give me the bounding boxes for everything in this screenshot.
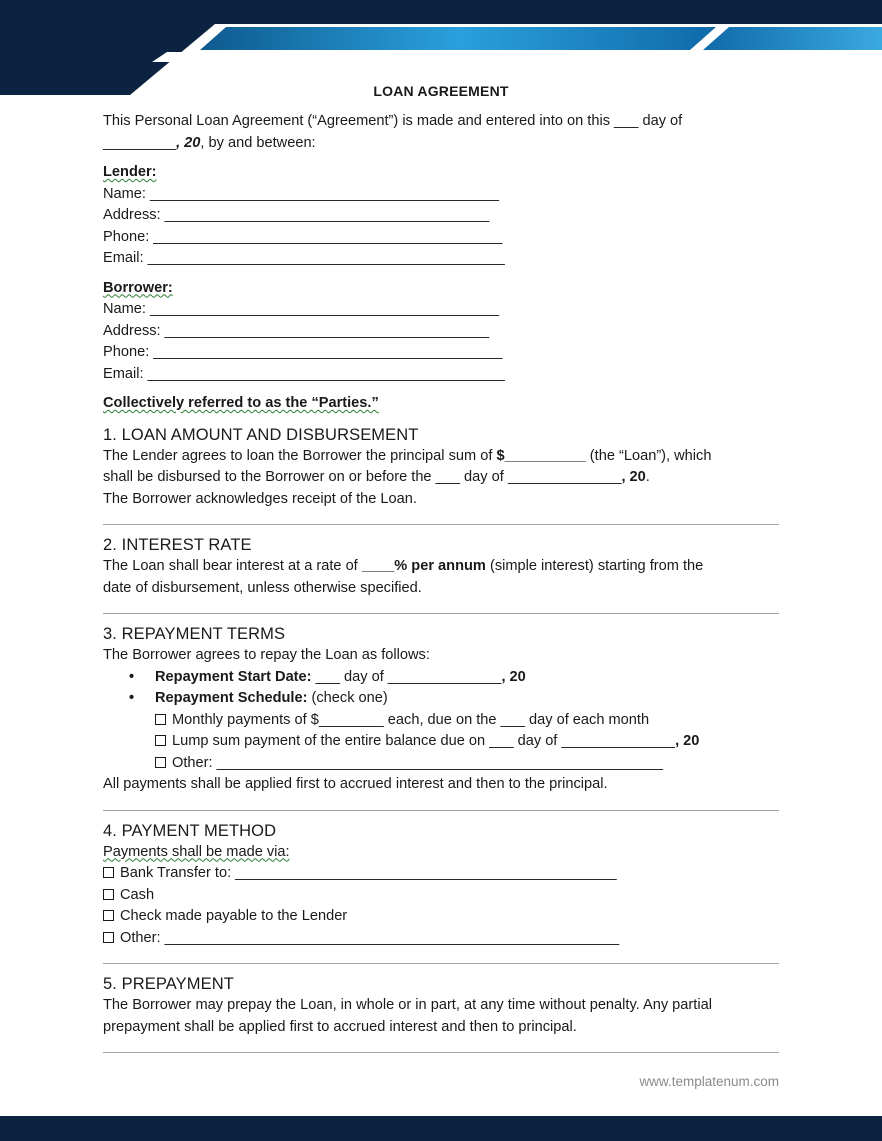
lender-block <box>103 162 779 270</box>
start-date-label: Repayment Start Date: <box>155 668 312 685</box>
checkbox-icon[interactable] <box>103 889 114 900</box>
option-label: Other: _______________________________________________________ <box>172 754 664 771</box>
document-body <box>103 111 779 1062</box>
borrower-address-field[interactable]: Address: ________________________________________ <box>103 322 490 339</box>
bullet-icon: • <box>129 668 135 685</box>
website-footer-link[interactable]: www.templatenum.com <box>639 1074 779 1089</box>
option-year: , 20 <box>675 733 700 749</box>
loan-amount-blank[interactable]: $__________ <box>496 447 586 464</box>
option-label: Check made payable to the Lender <box>120 908 348 924</box>
checkbox-icon[interactable] <box>155 757 166 768</box>
s1-text-a: The Lender agrees to loan the Borrower the principal sum of <box>103 447 497 464</box>
payment-method-options <box>103 863 779 949</box>
list-item <box>103 667 779 689</box>
s1-text-d: The Borrower acknowledges receipt of the Loan. <box>103 490 417 507</box>
s1-period: . <box>645 469 650 485</box>
intro-paragraph <box>103 111 779 154</box>
payment-option-cash[interactable] <box>103 885 779 907</box>
list-item <box>103 688 779 710</box>
borrower-email-field[interactable]: Email: ____________________________________________ <box>103 365 505 382</box>
divider <box>103 613 779 614</box>
s2-text-b: (simple interest) starting from the <box>485 558 704 574</box>
intro-line1: This Personal Loan Agreement (“Agreement”) is made and entered into on this ___ day of <box>103 113 683 129</box>
section-3-closing: All payments shall be applied first to accrued interest and then to the principal. <box>103 776 608 792</box>
section-4-intro: Payments shall be made via: <box>103 843 290 860</box>
parties-statement: Collectively referred to as the “Parties.” <box>103 395 379 411</box>
s2-text-c: date of disbursement, unless otherwise specified. <box>103 579 422 596</box>
s1-text-c: shall be disbursed to the Borrower on or before the ___ day of ______________ <box>103 469 622 485</box>
borrower-phone-field[interactable]: Phone: ___________________________________________ <box>103 344 503 360</box>
borrower-label: Borrower: <box>103 279 173 296</box>
s5-text-b: prepayment shall be applied first to accrued interest and then to principal. <box>103 1018 577 1035</box>
option-label: Other: ________________________________________________________ <box>120 929 620 946</box>
schedule-label: Repayment Schedule: <box>155 690 308 706</box>
section-5-heading: 5. PREPAYMENT <box>103 975 234 993</box>
schedule-hint: (check one) <box>307 690 388 706</box>
document-title: LOAN AGREEMENT <box>373 83 509 99</box>
lender-name-field[interactable]: Name: ___________________________________________ <box>103 185 500 202</box>
option-label: Cash <box>120 886 155 903</box>
section-5-text <box>103 995 779 1038</box>
borrower-name-field[interactable]: Name: ___________________________________________ <box>103 301 500 317</box>
s1-text-b: (the “Loan”), which <box>585 447 712 464</box>
borrower-block <box>103 278 779 386</box>
checkbox-icon[interactable] <box>103 867 114 878</box>
lender-email-field[interactable]: Email: ____________________________________________ <box>103 250 505 266</box>
option-label: Lump sum payment of the entire balance due on ___ day of ______________ <box>172 733 676 749</box>
bullet-icon: • <box>129 690 135 706</box>
checkbox-icon[interactable] <box>103 932 114 943</box>
interest-rate-blank[interactable]: ____% per annum <box>361 558 486 574</box>
schedule-option-lump-sum[interactable] <box>155 731 779 753</box>
checkbox-icon[interactable] <box>155 735 166 746</box>
divider <box>103 1052 779 1053</box>
schedule-options <box>103 710 779 775</box>
lender-label: Lender: <box>103 164 157 180</box>
divider <box>103 963 779 964</box>
repayment-bullets <box>103 667 779 710</box>
payment-option-bank-transfer[interactable] <box>103 863 779 885</box>
intro-year: , 20 <box>176 134 201 151</box>
option-label: Bank Transfer to: _______________________________________________ <box>120 865 617 881</box>
section-2-heading: 2. INTEREST RATE <box>103 536 252 554</box>
intro-tail: , by and between: <box>200 134 316 151</box>
schedule-option-other[interactable] <box>155 753 779 775</box>
start-date-year: , 20 <box>501 668 526 685</box>
start-date-field[interactable]: ___ day of ______________ <box>311 668 502 685</box>
option-label: Monthly payments of $________ each, due on the ___ day of each month <box>172 711 650 728</box>
divider <box>103 524 779 525</box>
s5-text-a: The Borrower may prepay the Loan, in whole or in part, at any time without penalty. Any partial <box>103 997 712 1013</box>
payment-option-other[interactable] <box>103 928 779 950</box>
lender-address-field[interactable]: Address: ________________________________________ <box>103 207 490 223</box>
section-3-heading: 3. REPAYMENT TERMS <box>103 625 286 643</box>
section-4-heading: 4. PAYMENT METHOD <box>103 821 277 840</box>
section-1-text <box>103 446 779 511</box>
header-banner <box>0 0 882 95</box>
section-2-text <box>103 556 779 599</box>
checkbox-icon[interactable] <box>103 910 114 921</box>
checkbox-icon[interactable] <box>155 714 166 725</box>
section-1-heading: 1. LOAN AMOUNT AND DISBURSEMENT <box>103 425 419 444</box>
s1-year: , 20 <box>621 469 646 485</box>
payment-option-check[interactable] <box>103 906 779 928</box>
intro-date-blank: _________ <box>103 134 177 151</box>
divider <box>103 810 779 811</box>
section-3-intro: The Borrower agrees to repay the Loan as follows: <box>103 647 430 663</box>
s2-text-a: The Loan shall bear interest at a rate of <box>103 558 362 574</box>
schedule-option-monthly[interactable] <box>155 710 779 732</box>
lender-phone-field[interactable]: Phone: ___________________________________________ <box>103 228 503 245</box>
footer-bar <box>0 1116 882 1141</box>
